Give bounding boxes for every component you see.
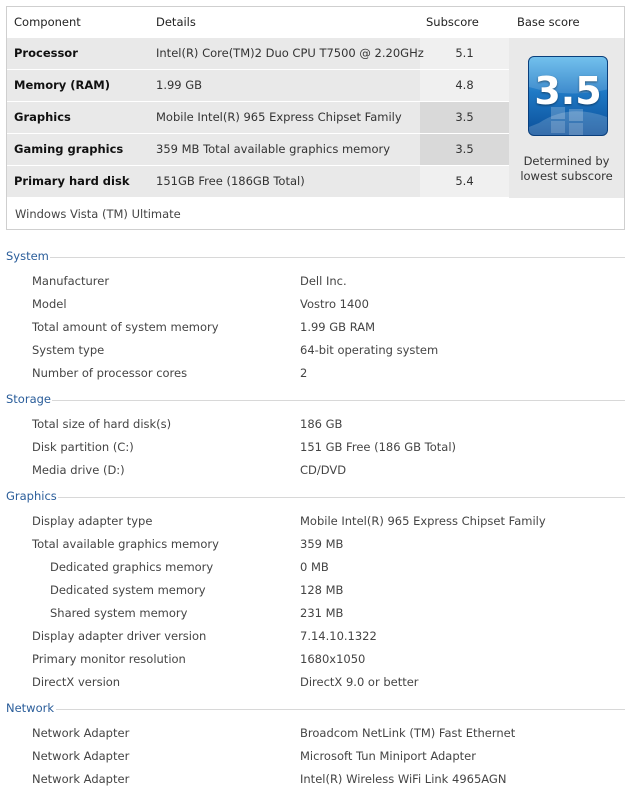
network-value: Microsoft Tun Miniport Adapter bbox=[300, 749, 476, 763]
base-score-caption-line1: Determined by bbox=[523, 154, 610, 168]
component-name: Processor bbox=[14, 46, 78, 60]
storage-value: 186 GB bbox=[300, 417, 343, 431]
storage-label: Disk partition (C:) bbox=[32, 440, 134, 454]
section-divider bbox=[52, 400, 625, 401]
graphics-label: Dedicated system memory bbox=[50, 583, 206, 597]
score-row-memory bbox=[7, 70, 509, 101]
component-subscore: 3.5 bbox=[455, 110, 474, 124]
graphics-value: 7.14.10.1322 bbox=[300, 629, 377, 643]
section-storage-title: Storage bbox=[6, 392, 51, 406]
graphics-value: 0 MB bbox=[300, 560, 329, 574]
system-value: Dell Inc. bbox=[300, 274, 347, 288]
network-value: Intel(R) Wireless WiFi Link 4965AGN bbox=[300, 772, 507, 786]
section-divider bbox=[50, 257, 625, 258]
section-system-title: System bbox=[6, 249, 49, 263]
system-label: Total amount of system memory bbox=[32, 320, 219, 334]
base-score-value: 3.5 bbox=[534, 69, 602, 113]
system-label: System type bbox=[32, 343, 105, 357]
graphics-label: Dedicated graphics memory bbox=[50, 560, 214, 574]
score-row-hard-disk bbox=[7, 166, 509, 197]
header-component: Component bbox=[14, 15, 81, 29]
graphics-value: 128 MB bbox=[300, 583, 344, 597]
system-label: Model bbox=[32, 297, 67, 311]
graphics-label: Display adapter driver version bbox=[32, 629, 207, 643]
storage-label: Media drive (D:) bbox=[32, 463, 125, 477]
section-network-title: Network bbox=[6, 701, 55, 715]
graphics-label: Shared system memory bbox=[50, 606, 188, 620]
score-row-graphics bbox=[7, 102, 509, 133]
network-label: Network Adapter bbox=[32, 749, 130, 763]
header-details: Details bbox=[156, 15, 196, 29]
graphics-label: Total available graphics memory bbox=[32, 537, 219, 551]
graphics-value: Mobile Intel(R) 965 Express Chipset Family bbox=[300, 514, 546, 528]
system-value: 1.99 GB RAM bbox=[300, 320, 376, 334]
system-value: 64-bit operating system bbox=[300, 343, 439, 357]
storage-value: CD/DVD bbox=[300, 463, 347, 477]
score-row-processor bbox=[7, 38, 509, 69]
component-name: Graphics bbox=[14, 110, 71, 124]
os-name: Windows Vista (TM) Ultimate bbox=[7, 199, 624, 229]
base-score-panel bbox=[509, 38, 624, 198]
graphics-value: DirectX 9.0 or better bbox=[300, 675, 419, 689]
base-score-caption bbox=[509, 154, 624, 184]
graphics-value: 359 MB bbox=[300, 537, 344, 551]
graphics-value: 1680x1050 bbox=[300, 652, 366, 666]
component-details: 1.99 GB bbox=[156, 78, 203, 92]
score-row-gaming-graphics bbox=[7, 134, 509, 165]
score-table bbox=[6, 6, 625, 230]
network-label: Network Adapter bbox=[32, 772, 130, 786]
component-subscore: 3.5 bbox=[455, 142, 474, 156]
component-name: Primary hard disk bbox=[14, 174, 130, 188]
graphics-value: 231 MB bbox=[300, 606, 344, 620]
component-subscore: 5.4 bbox=[455, 174, 474, 188]
graphics-label: Primary monitor resolution bbox=[32, 652, 186, 666]
base-score-badge bbox=[528, 56, 608, 136]
system-label: Number of processor cores bbox=[32, 366, 188, 380]
component-details: 359 MB Total available graphics memory bbox=[156, 142, 391, 156]
component-details: Intel(R) Core(TM)2 Duo CPU T7500 @ 2.20GHz bbox=[156, 46, 424, 60]
system-label: Manufacturer bbox=[32, 274, 110, 288]
component-details: 151GB Free (186GB Total) bbox=[156, 174, 305, 188]
graphics-label: DirectX version bbox=[32, 675, 121, 689]
section-graphics-title: Graphics bbox=[6, 489, 57, 503]
storage-label: Total size of hard disk(s) bbox=[32, 417, 172, 431]
graphics-label: Display adapter type bbox=[32, 514, 153, 528]
component-subscore: 5.1 bbox=[455, 46, 474, 60]
component-subscore: 4.8 bbox=[455, 78, 474, 92]
base-score-caption-line2: lowest subscore bbox=[520, 169, 613, 183]
component-name: Memory (RAM) bbox=[14, 78, 111, 92]
network-value: Broadcom NetLink (TM) Fast Ethernet bbox=[300, 726, 516, 740]
system-value: Vostro 1400 bbox=[300, 297, 369, 311]
header-subscore: Subscore bbox=[426, 15, 479, 29]
component-name: Gaming graphics bbox=[14, 142, 124, 156]
section-divider bbox=[56, 709, 625, 710]
header-base-score: Base score bbox=[517, 15, 580, 29]
component-details: Mobile Intel(R) 965 Express Chipset Family bbox=[156, 110, 402, 124]
storage-value: 151 GB Free (186 GB Total) bbox=[300, 440, 457, 454]
section-divider bbox=[58, 497, 625, 498]
system-value: 2 bbox=[300, 366, 308, 380]
network-label: Network Adapter bbox=[32, 726, 130, 740]
